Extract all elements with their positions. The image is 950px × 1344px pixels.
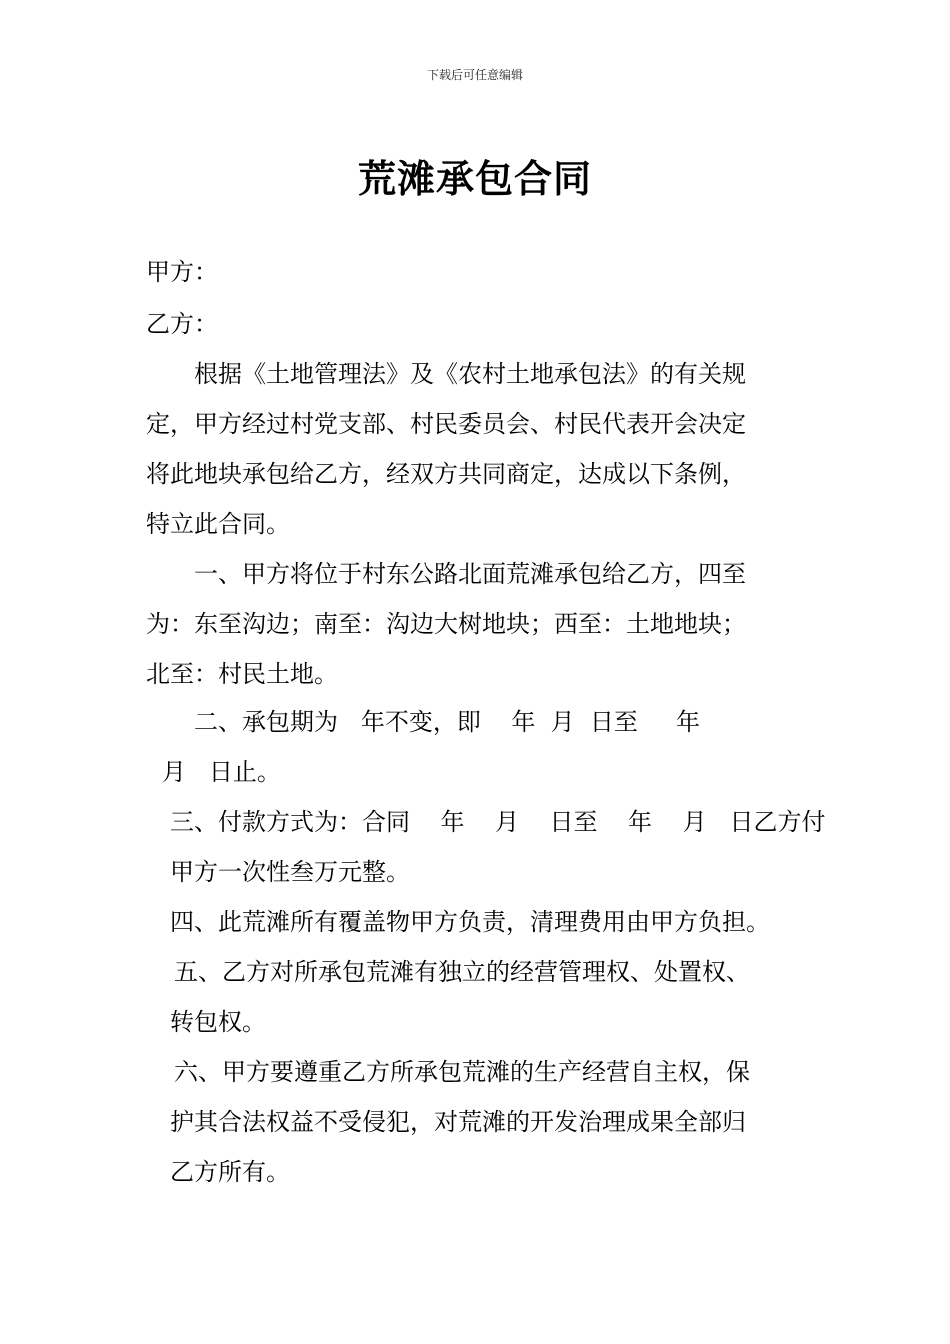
header-note: 下载后可任意编辑 [426, 68, 523, 82]
paragraph-line: 定，甲方经过村党支部、村民委员会、村民代表开会决定 [146, 410, 746, 438]
clause-4-line: 四、此荒滩所有覆盖物甲方负责，清理费用由甲方负担。 [170, 908, 770, 936]
clause-6-line: 护其合法权益不受侵犯，对荒滩的开发治理成果全部归 [170, 1108, 746, 1136]
clause-3-line: 甲方一次性叁万元整。 [170, 858, 410, 886]
clause-5-line: 转包权。 [170, 1008, 266, 1036]
paragraph-line: 特立此合同。 [146, 510, 290, 538]
paragraph-line: 将此地块承包给乙方，经双方共同商定，达成以下条例， [146, 460, 746, 488]
clause-5-line: 五、乙方对所承包荒滩有独立的经营管理权、处置权、 [174, 958, 750, 986]
clause-1-line: 为：东至沟边；南至：沟边大树地块；西至：土地地块； [146, 610, 746, 638]
party-b-line: 乙方： [146, 310, 218, 338]
page-title: 荒滩承包合同 [357, 156, 592, 201]
clause-1-line: 一、甲方将位于村东公路北面荒滩承包给乙方，四至 [194, 560, 746, 588]
clause-2-line: 二、承包期为 年不变，即 年 月 日至 年 [194, 708, 701, 736]
paragraph-line: 根据《土地管理法》及《农村土地承包法》的有关规 [194, 360, 746, 388]
party-a-line: 甲方： [146, 258, 218, 286]
clause-3-line: 三、付款方式为：合同 年 月 日至 年 月 日乙方付 [170, 808, 826, 836]
clause-1-line: 北至：村民土地。 [146, 660, 338, 688]
clause-6-line: 六、甲方要遵重乙方所承包荒滩的生产经营自主权，保 [174, 1058, 750, 1086]
clause-6-line: 乙方所有。 [170, 1158, 290, 1186]
clause-2-line: 月 日止。 [162, 758, 281, 786]
